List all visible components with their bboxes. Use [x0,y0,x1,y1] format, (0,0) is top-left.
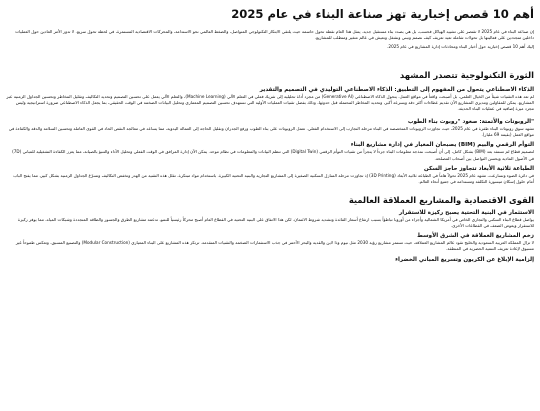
subheading-bim: التوأم الرقمي والبيم (BIM) يصبحان المعيار في إدارة مشاريع البناء [350,142,534,149]
subheading-3d-printing: الطباعة ثلاثية الأبعاد تتجاوز حاجز السكن [423,165,534,172]
paragraph-infrastructure: يواصل قطاع البناء السكني والتجاري الخاص في أمريكا الشمالية وأجزاء من أوروبا تباطؤاً بسبب ارتفاع أسعار الفائدة وتشديد شروط الائتمان. لكن هذا الاتفاق على البنية التحتية في القطاع العام أصبح محركاً رئيسياً للنمو، تدعمه مشاريع الطرق والجسور والطاقة المتجددة وشبكات المياه، مما يوفر ركيزة للاستقرار ويعوض الضعف في القطاعات الأخرى. [17,216,534,228]
page-title: أهم 10 قصص إخبارية تهز صناعة البناء في عام 2025 [231,7,534,21]
subheading-carbon: إلزامية الإبلاغ عن الكربون وتسريع المباني الخضراء [395,256,534,263]
paragraph-bim: لتصميم قطاع لم تستفد بعد (BIM) بشكل كامل، إلى أن أصبحت نمذجة معلومات البناء جزءاً لا يتجزأ من تقنيات التوأم الرقمي (Digital Twin) التي تنظم البيانات والمعلومات في نظام موحد. يمكن الآن إدارة المرافق في الوقت الفعلي وتحليل الأداء والتنبؤ بالصيانة، مما يعزز الكفاءة التشغيلية للمباني (7D) في الأصول المادية ويحسن التواصل بين أصحاب المصلحة. [12,149,534,161]
paragraph-robotics: تشهد سوق روبوتات البناء طفرة في عام 2025، حيث تجاوزت الروبوتات المتخصصة في البناء مرحلة التجارب إلى الاستخدام الفعلي. تعمل الروبوتات على بناء الطوب ورفع الجدران وتقليل الحاجة إلى العمالة اليدوية، مما يساعد في معالجة النقص الحاد في القوى العاملة وتحسين السلامة والدقة والكفاءة في مواقع العمل (بقيمة 69 مليار). [8,125,534,138]
subheading-megaprojects: زخم المشاريع العملاقة في الشرق الأوسط [417,233,534,240]
paragraph-3d-printing: في دائرة الضوء وتسارعت، تشهد عام 2025 تحولاً هاماً في الطباعة ثلاثية الأبعاد (3D Printing) إذ تجاوزت مرحلة المنازل السكنية الصغيرة إلى المشاريع التجارية والبنية التحتية الكبيرة. باستخدام مواد مبتكرة، تقلل هذه التقنية من الهدر وتخفض التكاليف وتسرّع الجداول الزمنية بشكل كبير، مما يفتح الباب أمام حلول إسكان ميسورة التكلفة ومستدامة في جميع أنحاء العالم. [13,172,534,185]
subheading-ai: الذكاء الاصطناعي يتحول من المفهوم إلى التطبيق: الذكاء الاصطناعي التوليدي في التصميم والتقدير [259,86,534,93]
section-heading-economy: القوى الاقتصادية والمشاريع العملاقة العالمية [348,194,534,205]
section-heading-technology: الثورة التكنولوجية تتصدر المشهد [399,69,534,80]
lead-paragraph: إليك أهم 10 قصص إخبارية حول أخبار البناء ومحادثات إدارة المشاريع في عام 2025. [387,43,534,49]
subheading-robotics: "الروبوتات والأتمتة: صعود "روبوت بناء الطوب [407,118,534,125]
paragraph-megaprojects: لا تزال المملكة العربية السعودية والخليج تقود عالم المشاريع العملاقة، حيث تستمر مشاريع رؤية 2030 مثل نيوم وذا لاين والقدية والبحر الأحمر في جذب الاستثمارات الضخمة والتقنيات المتقدمة. ترتكز هذه المشاريع على البناء المعياري (Modular Construction) والتصنيع المسبق، وتعكس طموحاً غير مسبوق لإعادة تعريف التنمية الحضرية في المنطقة. [15,240,534,252]
article [6,6,534,264]
paragraph-ai: لم تعد هذه التقنيات شيئاً من الخيال العلمي، بل أصبحت واقعاً في مواقع العمل. يتحول الذكاء الاصطناعي (Generative AI) من مجرد أداة تحليلية إلى شريك فعلي في التعلم الآلي (Machine Learning)، والتعلم الآلي يعمل على تحسين التصميم وتحديد التكاليف وتقليل المخاطر وتحسين الجداول الزمنية عبر المشاريع. يمكن للمقاولين ومديري المشاريع الآن تقديم عطاءات أكثر دقة وبسرعة أكبر، وتحديد المخاطر المحتملة قبل حدوثها، وذلك بفضل تقنيات العمليات الأولية التي تستهدف تحسين التصميم المعماري وتحليل البيانات الضخمة في الوقت الحقيقي، بما يجعل الذكاء الاصطناعي ضرورة استراتيجية وليس مجرد ميزة إضافية في عمليات البناء الحديثة. [6,93,534,112]
subheading-infrastructure: الاستثمار في البنية التحتية يصبح ركيزة للاستقرار [398,209,534,216]
intro-paragraph: إن صناعة البناء في عام 2025 لا تقتصر على تشييد الهياكل فحسب، بل هي بصدد بناء مستقبل جديد. يمثل هذا العام نقطة تحول حاسمة حيث يلتقي الابتكار التكنولوجي المتواصل، والضغط العالمي نحو الاستدامة، والمحركات الاقتصادية المستمرة، في لحظة تحول سريع. لا تدور الأمر العادين حول العمليات داخلين متجددين على فعاليتها بل تحولات شاملة تعيد تعريف كيف نصمم ونبني ونشغل ونعيش في عالم متغير ومتطلب للمشاريع. [15,29,534,41]
